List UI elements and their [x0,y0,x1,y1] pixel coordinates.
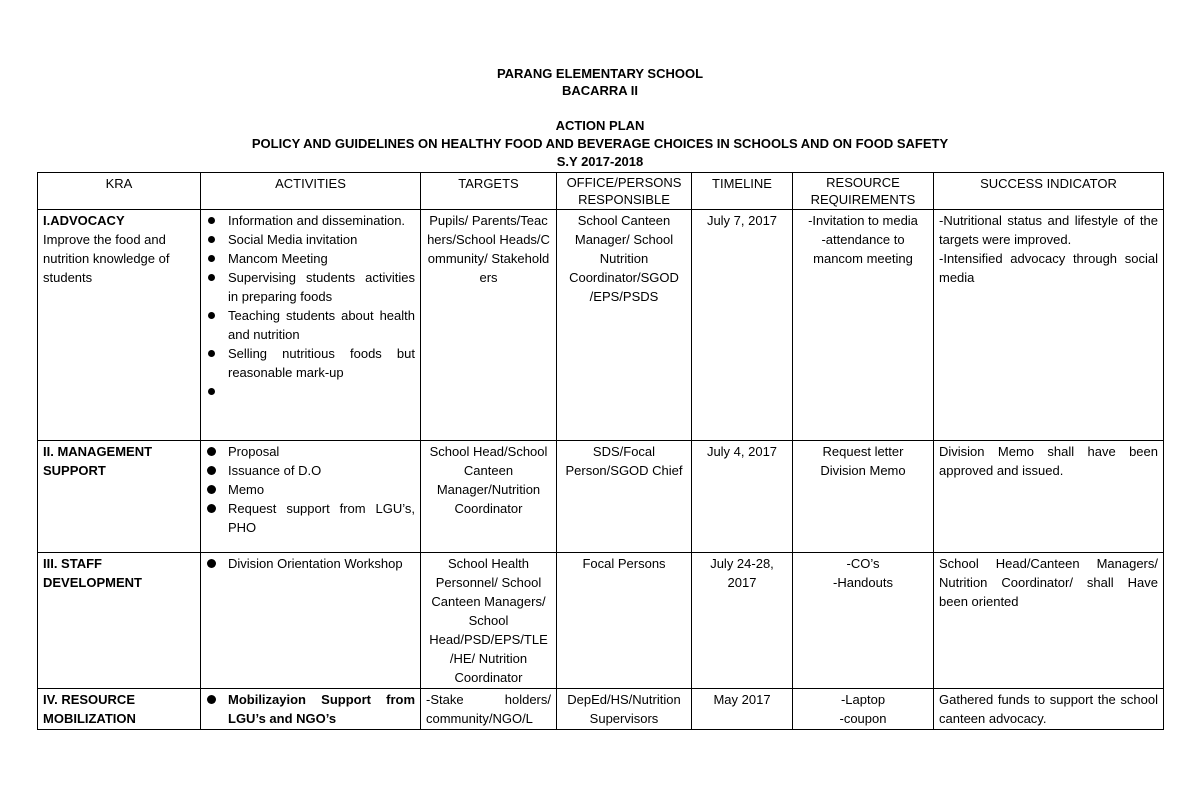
office-cell: DepEd/HS/Nutrition Supervisors [557,689,692,730]
timeline-cell: July 4, 2017 [692,441,793,553]
bullet-icon [208,312,215,319]
bullet-icon [207,504,216,513]
plan-title: ACTION PLAN [555,118,645,133]
resources-cell: Request letter Division Memo [793,441,934,553]
activities-cell [201,210,421,441]
success-cell: Gathered funds to support the school canteen advocacy. [934,689,1164,730]
column-header-targets: TARGETS [421,173,557,210]
targets-cell: Pupils/ Parents/Teachers/School Heads/Community/ Stakeholders [421,210,557,441]
resources-cell: -Laptop -coupon [793,689,934,730]
bullet-icon [208,217,215,224]
bullet-icon [208,255,215,262]
bullet-icon [208,236,215,243]
list-item: Teaching students about health and nutrition [206,306,415,344]
bullet-icon [207,485,216,494]
list-item: Memo [206,480,415,499]
success-cell: -Nutritional status and lifestyle of the targets were improved. -Intensified advocacy through social media [934,210,1164,441]
activities-cell [201,689,421,730]
resources-cell: -Invitation to media -attendance to mancom meeting [793,210,934,441]
list-item [206,382,415,401]
bullet-icon [208,388,215,395]
kra-title: IV. RESOURCE MOBILIZATION [43,692,136,726]
office-cell: School Canteen Manager/ School Nutrition Coordinator/SGOD /EPS/PSDS [557,210,692,441]
bullet-icon [208,350,215,357]
office-cell: SDS/Focal Person/SGOD Chief [557,441,692,553]
table-row [38,553,1164,689]
column-header-activities: ACTIVITIES [201,173,421,210]
kra-description: Improve the food and nutrition knowledge of students [43,232,170,285]
list-item: Selling nutritious foods but reasonable mark-up [206,344,415,382]
column-header-office: OFFICE/PERSONS RESPONSIBLE [557,173,692,210]
bullet-icon [208,274,215,281]
targets-cell: School Health Personnel/ School Canteen Managers/ School Head/PSD/EPS/TLE /HE/ Nutrition Coordinator [421,553,557,689]
list-item: Division Orientation Workshop [206,554,415,573]
timeline-cell: July 24-28, 2017 [692,553,793,689]
timeline-cell: May 2017 [692,689,793,730]
resources-cell: -CO’s -Handouts [793,553,934,689]
list-item: Mobilizayion Support from LGU’s and NGO’s [206,690,415,728]
success-cell: School Head/Canteen Managers/ Nutrition Coordinator/ shall Have been oriented [934,553,1164,689]
kra-title: III. STAFF DEVELOPMENT [43,556,142,590]
table-row [38,441,1164,553]
column-header-timeline: TIMELINE [692,173,793,210]
office-cell: Focal Persons [557,553,692,689]
bullet-icon [207,447,216,456]
table-row [38,689,1164,730]
list-item: Request support from LGU’s, PHO [206,499,415,537]
kra-cell [38,441,201,553]
activities-cell [201,441,421,553]
success-cell: Division Memo shall have been approved and issued. [934,441,1164,553]
timeline-cell: July 7, 2017 [692,210,793,441]
column-header-success: SUCCESS INDICATOR [934,173,1164,210]
table-header-row [38,173,1164,210]
school-name: PARANG ELEMENTARY SCHOOL [496,66,704,81]
action-plan-table [37,172,1164,730]
kra-title: II. MANAGEMENT SUPPORT [43,444,153,478]
kra-cell [38,210,201,441]
activities-cell [201,553,421,689]
district-name: BACARRA II [561,83,639,98]
targets-cell: -Stake holders/ community/NGO/L [421,689,557,730]
list-item: Proposal [206,442,415,461]
school-year: S.Y 2017-2018 [556,154,644,169]
kra-cell [38,553,201,689]
policy-title: POLICY AND GUIDELINES ON HEALTHY FOOD AND BEVERAGE CHOICES IN SCHOOLS AND ON FOOD SAFETY [251,136,949,151]
targets-cell: School Head/School Canteen Manager/Nutrition Coordinator [421,441,557,553]
list-item: Supervising students activities in preparing foods [206,268,415,306]
list-item: Mancom Meeting [206,249,415,268]
list-item: Social Media invitation [206,230,415,249]
kra-title: I.ADVOCACY [43,213,125,228]
kra-cell [38,689,201,730]
column-header-kra: KRA [38,173,201,210]
bullet-icon [207,695,216,704]
bullet-icon [207,559,216,568]
column-header-resources: RESOURCE REQUIREMENTS [793,173,934,210]
bullet-icon [207,466,216,475]
list-item: Information and dissemination. [206,211,415,230]
table-row [38,210,1164,441]
list-item: Issuance of D.O [206,461,415,480]
